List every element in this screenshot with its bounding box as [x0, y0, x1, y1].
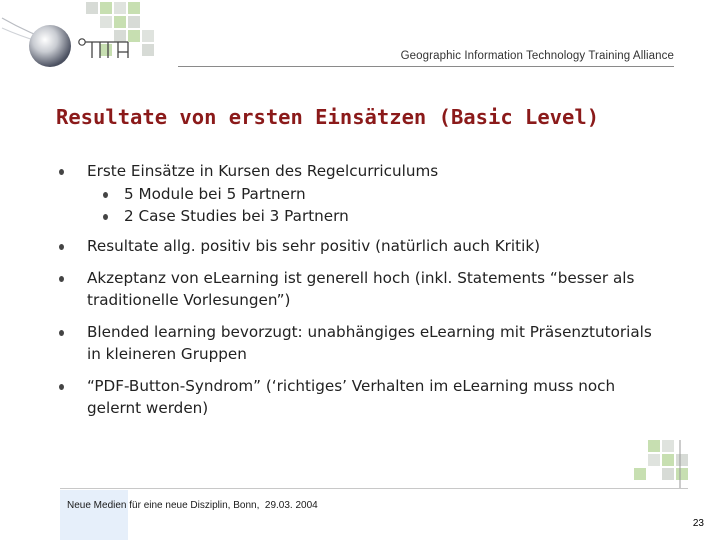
sub-bullet-text: 5 Module bei 5 Partnern: [124, 185, 306, 203]
footer-event: Neue Medien für eine neue Disziplin, Bonn: [67, 500, 257, 511]
decorative-squares: [618, 440, 688, 500]
sub-bullet-list: [87, 183, 666, 227]
slide-title: Resultate von ersten Einsätzen (Basic Level): [56, 105, 600, 129]
sub-bullet-text: 2 Case Studies bei 3 Partnern: [124, 207, 349, 225]
bullet-text: Blended learning bevorzugt: unabhängiges eLearning mit Präsenztutorials in kleineren Gruppen: [87, 323, 652, 363]
bullet-text: Erste Einsätze in Kursen des Regelcurriculums: [87, 162, 439, 180]
header-divider: [178, 66, 674, 67]
footer-date: 29.03. 2004: [264, 500, 318, 511]
sub-bullet-item: [87, 205, 666, 227]
bullet-item: [56, 160, 666, 227]
organization-name: Geographic Information Technology Training Alliance: [400, 50, 674, 62]
bullet-text: Resultate allg. positiv bis sehr positiv (natürlich auch Kritik): [87, 237, 541, 255]
bullet-dot-icon: [103, 214, 108, 220]
bullet-dot-icon: [103, 192, 108, 198]
footer-divider: [60, 488, 688, 489]
bullet-item: [56, 235, 666, 257]
bullet-dot-icon: [59, 330, 64, 336]
bullet-dot-icon: [59, 384, 64, 390]
bullet-item: [56, 375, 666, 419]
footer-separator: ,: [256, 500, 260, 511]
bullet-dot-icon: [59, 276, 64, 282]
footer-accent-block: [60, 490, 128, 540]
bullet-list: [56, 160, 666, 429]
bullet-item: [56, 321, 666, 365]
footer-caption: [67, 500, 318, 511]
gitta-logo: [0, 0, 180, 80]
bullet-dot-icon: [59, 169, 64, 175]
bullet-item: [56, 267, 666, 311]
page-number: 23: [692, 518, 704, 529]
bullet-text: “PDF-Button-Syndrom” (‘richtiges’ Verhalten im eLearning muss noch gelernt werden): [87, 377, 616, 417]
sub-bullet-item: [87, 183, 666, 205]
bullet-dot-icon: [59, 244, 64, 250]
bullet-text: Akzeptanz von eLearning ist generell hoch (inkl. Statements “besser als traditionelle Vorlesungen”): [87, 269, 635, 309]
